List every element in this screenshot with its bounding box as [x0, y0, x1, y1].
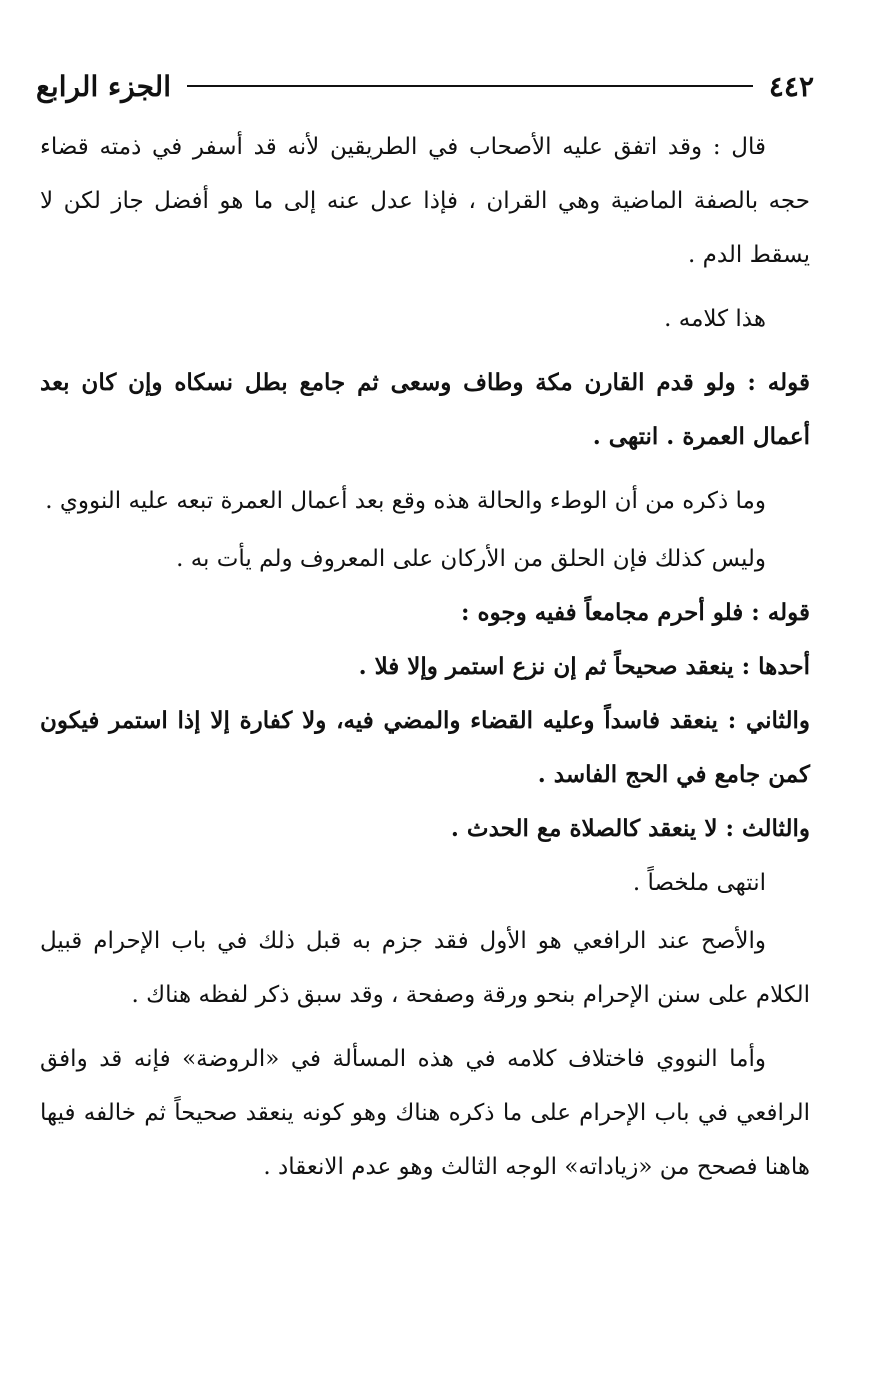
paragraph: قوله : ولو قدم القارن مكة وطاف وسعى ثم جامع بطل نسكاه وإن كان بعد أعمال العمرة . انتهى . [40, 369, 810, 450]
paragraph: قال : وقد اتفق عليه الأصحاب في الطريقين لأنه قد أسفر في ذمته قضاء حجه بالصفة الماضية وهي القران ، فإذا عدل عنه إلى ما هو أفضل جاز لكن لا يسقط الدم . [40, 134, 810, 268]
paragraph: والأصح عند الرافعي هو الأول فقد جزم به قبل ذلك في باب الإحرام قبيل الكلام على سنن الإحرام بنحو ورقة وصفحة ، وقد سبق ذكر لفظه هناك . [40, 928, 810, 1008]
page-header [36, 66, 814, 106]
paragraph: انتهى ملخصاً . [632, 870, 766, 896]
page-number: ٤٤٢ [768, 69, 814, 103]
paragraph: وليس كذلك فإن الحلق من الأركان على المعروف ولم يأت به . [176, 546, 766, 572]
paragraph: والثالث : لا ينعقد كالصلاة مع الحدث . [450, 815, 810, 842]
paragraph: أحدها : ينعقد صحيحاً ثم إن نزع استمر وإلا فلا . [358, 653, 810, 680]
paragraph: قوله : فلو أحرم مجامعاً ففيه وجوه : [460, 599, 810, 626]
paragraph: وما ذكره من أن الوطء والحالة هذه وقع بعد أعمال العمرة تبعه عليه النووي . [45, 488, 766, 514]
page-body [40, 120, 810, 1194]
paragraph: هذا كلامه . [664, 306, 766, 332]
paragraph: والثاني : ينعقد فاسداً وعليه القضاء والمضي فيه، ولا كفارة إلا إذا استمر فيكون كمن جامع في الحج الفاسد . [40, 707, 810, 788]
header-rule [187, 85, 753, 87]
paragraph: وأما النووي فاختلاف كلامه في هذه المسألة في «الروضة» فإنه قد وافق الرافعي في باب الإحرام على ما ذكره هناك وهو كونه ينعقد صحيحاً ثم خالفه فيها هاهنا فصحح من «زياداته» الوجه الثالث وهو عدم الانعقاد . [40, 1046, 810, 1180]
running-title: الجزء الرابع [36, 69, 171, 103]
